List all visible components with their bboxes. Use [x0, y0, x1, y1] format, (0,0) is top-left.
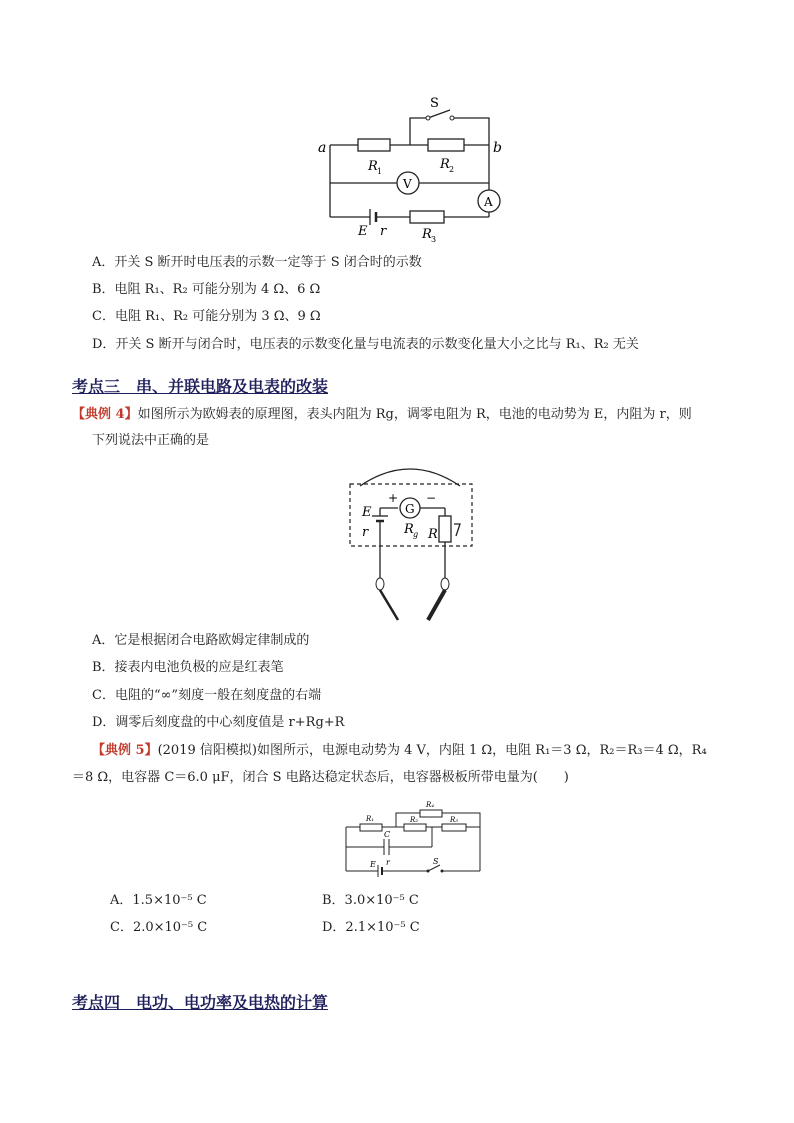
section-heading-3: 考点三 串、并联电路及电表的改装 [72, 377, 329, 396]
galvanometer-label: G [405, 502, 415, 516]
c3-r-label: r [386, 858, 390, 867]
internal-r-label: r [380, 224, 387, 239]
node-b-label: b [493, 140, 502, 156]
prev-option-b[interactable]: B．电阻 R₁、R₂ 可能分别为 4 Ω、6 Ω [92, 282, 321, 297]
r2-sub: 2 [449, 165, 455, 174]
zero-r-label: R [428, 527, 438, 542]
q5-option-a[interactable]: A．1.5×10⁻⁵ C [110, 893, 207, 908]
c3-r4-label: R₄ [426, 801, 435, 809]
q5-option-c[interactable]: C．2.0×10⁻⁵ C [110, 920, 208, 935]
ammeter-label: A [484, 195, 493, 209]
prev-option-a[interactable]: A．开关 S 断开时电压表的示数一定等于 S 闭合时的示数 [92, 255, 422, 270]
section-heading-4: 考点四 电功、电功率及电热的计算 [72, 993, 329, 1012]
c3-r1-label: R₁ [366, 815, 375, 823]
r3-sub: 3 [431, 235, 437, 244]
rg-label: R [404, 522, 414, 537]
voltmeter-label: V [403, 177, 412, 191]
r2-label: R [440, 157, 450, 172]
emf-label: E [358, 224, 368, 239]
c3-c-label: C [384, 830, 391, 839]
switch-label: S [430, 96, 439, 111]
ohm-emf-label: E [362, 505, 372, 520]
q5-option-b[interactable]: B．3.0×10⁻⁵ C [322, 893, 419, 908]
node-a-label: a [318, 140, 327, 156]
prev-option-c[interactable]: C．电阻 R₁、R₂ 可能分别为 3 Ω、9 Ω [92, 309, 321, 324]
circuit-diagram-3 [340, 795, 490, 881]
plus-label: + [388, 491, 399, 505]
example-5-tag: 【典例 5】 [92, 743, 158, 758]
ohm-r-label: r [362, 525, 369, 540]
c3-s-label: S [433, 857, 439, 866]
example-4-tag: 【典例 4】 [72, 407, 138, 422]
r3-label: R [422, 227, 432, 242]
example-4-text: 如图所示为欧姆表的原理图，表头内阻为 Rg，调零电阻为 R，电池的电动势为 E，内阻为 r，则 [137, 407, 692, 422]
rg-sub: g [413, 530, 419, 539]
example-5-stem [92, 740, 742, 762]
example-5-text: (2019 信阳模拟)如图所示，电源电动势为 4 V，内阻 1 Ω，电阻 R₁＝3 Ω，R₂＝R₃＝4 Ω，R₄ [157, 743, 707, 758]
q4-option-b[interactable]: B．接表内电池负极的应是红表笔 [92, 660, 284, 675]
c3-r2-label: R₂ [410, 816, 419, 824]
ohmmeter-diagram [330, 458, 490, 628]
r1-label: R [368, 159, 378, 174]
prev-option-d[interactable]: D．开关 S 断开与闭合时，电压表的示数变化量与电流表的示数变化量大小之比与 R₁、R₂ 无关 [92, 337, 639, 352]
minus-label: − [426, 491, 437, 505]
example-5-stem-line2: ＝8 Ω，电容器 C＝6.0 μF，闭合 S 电路达稳定状态后，电容器极板所带电量为( ) [72, 770, 569, 785]
example-4-stem-line2: 下列说法中正确的是 [92, 433, 210, 448]
q4-option-d[interactable]: D．调零后刻度盘的中心刻度值是 r+Rg+R [92, 715, 345, 730]
q5-option-d[interactable]: D．2.1×10⁻⁵ C [322, 920, 420, 935]
circuit-diagram-1 [300, 90, 520, 245]
q4-option-c[interactable]: C．电阻的“∞”刻度一般在刻度盘的右端 [92, 688, 322, 703]
c3-e-label: E [370, 860, 376, 869]
r1-sub: 1 [377, 167, 383, 176]
example-4-stem [72, 404, 732, 426]
c3-r3-label: R₃ [450, 816, 459, 824]
q4-option-a[interactable]: A．它是根据闭合电路欧姆定律制成的 [92, 633, 310, 648]
